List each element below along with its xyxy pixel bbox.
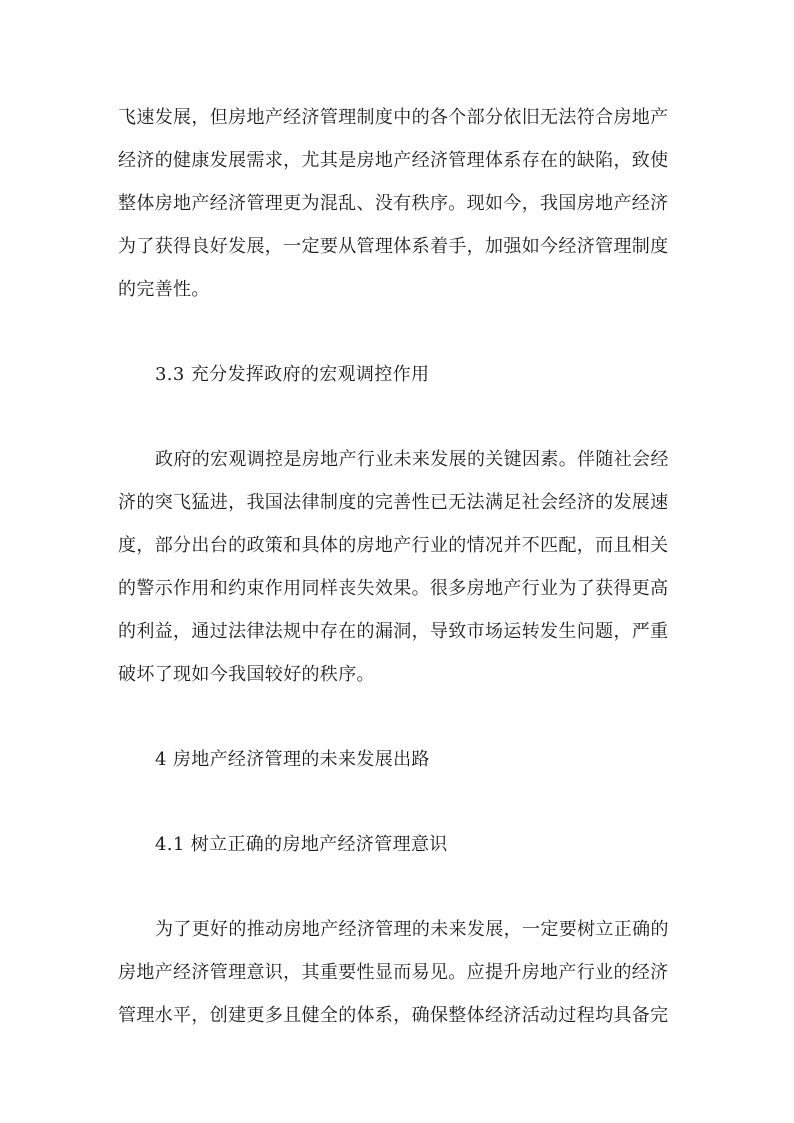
text-line: 的完善性。 — [118, 279, 210, 300]
text-line: 度，部分出台的政策和具体的房地产行业的情况并不匹配，而且相关 — [118, 535, 669, 556]
paragraph — [118, 908, 680, 1037]
text-line: 管理水平，创建更多且健全的体系，确保整体经济活动过程均具备完 — [118, 1005, 669, 1026]
text-line: 政府的宏观调控是房地产行业未来发展的关键因素。伴随社会经 — [155, 449, 669, 470]
text-line: 房地产经济管理意识，其重要性显而易见。应提升房地产行业的经济 — [118, 962, 669, 983]
chapter-heading: 4 房地产经济管理的未来发展出路 — [155, 749, 430, 770]
text-line: 经济的健康发展需求，尤其是房地产经济管理体系存在的缺陷，致使 — [118, 150, 669, 171]
section-heading: 3.3 充分发挥政府的宏观调控作用 — [155, 364, 430, 385]
paragraph — [118, 438, 680, 696]
document-body — [118, 96, 680, 1037]
paragraph — [118, 96, 680, 311]
text-line: 破坏了现如今我国较好的秩序。 — [118, 664, 375, 685]
text-line: 整体房地产经济管理更为混乱、没有秩序。现如今，我国房地产经济 — [118, 193, 669, 214]
text-line: 的警示作用和约束作用同样丧失效果。很多房地产行业为了获得更高 — [118, 578, 669, 599]
text-line: 的利益，通过法律法规中存在的漏洞，导致市场运转发生问题，严重 — [118, 621, 669, 642]
text-line: 济的突飞猛进，我国法律制度的完善性已无法满足社会经济的发展速 — [118, 492, 669, 513]
text-line: 为了更好的推动房地产经济管理的未来发展，一定要树立正确的 — [155, 919, 669, 940]
section-heading: 4.1 树立正确的房地产经济管理意识 — [155, 834, 448, 855]
text-line: 为了获得良好发展，一定要从管理体系着手，加强如今经济管理制度 — [118, 236, 669, 257]
text-line: 飞速发展，但房地产经济管理制度中的各个部分依旧无法符合房地产 — [118, 107, 669, 128]
